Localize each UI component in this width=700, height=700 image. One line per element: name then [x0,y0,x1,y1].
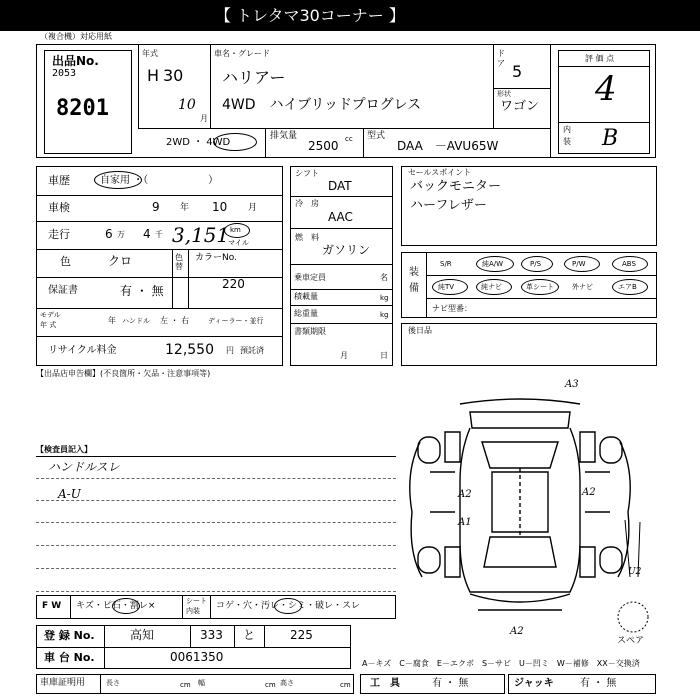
mark-a3: A3 [565,379,579,390]
color-label: 色 [60,255,71,268]
recycle-label: リサイクル料金 [48,345,117,356]
mileage-sen-unit: 千 [155,230,163,239]
color-code-label: カラーNo. [195,253,237,263]
lot-stamp: 2053 [52,68,77,79]
registration-place: 高知 [130,628,155,642]
jack-value: 有 ・ 無 [580,678,617,689]
spare-label: スペア [617,636,645,646]
tools-label: 工 具 [370,678,400,689]
mileage-handwritten: 3,151 [172,223,230,247]
car-grade: 4WD ハイブリッドプログレス [222,97,422,113]
inspector-note1: ハンドルスレ [48,460,120,474]
chassis-label: 車 台 No. [44,651,95,664]
weight-unit: kg [380,311,389,319]
mark-a2-left: A2 [458,489,472,500]
shape-label: 形状 [497,90,511,98]
registration-number: 225 [290,628,313,642]
model-year-unit: 年 [108,316,116,325]
mileage-mile: マイル [228,239,249,247]
tools-value: 有 ・ 無 [432,678,469,689]
inspection-month: 10 [212,200,228,214]
door-label2: ア [497,59,505,68]
mileage-label: 走行 [48,228,70,241]
equipment-label2: 備 [409,283,419,294]
year-label: 年式 [142,49,158,58]
mileage-man: 6 [105,227,113,241]
model-year-label2: 年 式 [40,321,57,329]
equip-pw: P/W [572,260,586,268]
ac-label: 冷 房 [295,199,319,208]
docs-label: 書類期限 [294,327,326,336]
year-month: 10 [178,97,196,113]
history-private-circle [94,171,142,189]
handle-label: ハンドル [122,317,150,325]
warranty-label: 保証書 [48,285,78,296]
form-note: （複合機）対応用紙 [40,32,112,41]
jack-label: ジャッキ [514,678,554,689]
fw-label: F W [42,601,62,611]
load-label: 積載量 [294,292,318,301]
cert-height-unit: cm [340,681,351,689]
damage-legend: A－キズ C－腐食 E－エクボ S－サビ U－凹ミ W－補修 XX－交換済 [362,659,640,668]
fuel-label: 燃 料 [295,233,319,242]
shipping-label: 後日品 [408,326,432,335]
equip-tv: 純TV [438,283,455,291]
shape-value: ワゴン [500,99,540,114]
equip-ext-navi: 外ナビ [572,283,593,291]
equip-leather: 革シート [526,283,554,291]
capacity-unit: 名 [380,273,388,282]
car-name: ハリアー [222,68,286,87]
cert-label: 車庫証明用 [40,678,86,688]
shipping-box [401,323,657,366]
displacement-label: 排気量 [270,131,298,141]
registration-class: 333 [200,628,223,642]
seller-notes-label: 【出品店申告欄】(不良箇所・欠品・注意事項等) [36,369,211,378]
cert-long-unit: cm [180,681,191,689]
color-value: クロ [108,254,133,268]
docs-day-unit: 日 [380,351,388,360]
score-label: 評 価 点 [585,54,615,63]
shift-label: シフト [295,169,319,178]
mark-a2-bottom: A2 [510,626,524,637]
cert-width: 幅 [198,679,205,687]
selling-line2: ハーフレザー [410,198,487,213]
inspection-month-unit: 月 [248,203,258,213]
capacity-label: 乗車定員 [294,273,326,282]
history-value: 自家用 ・（ ） [100,175,219,186]
fw-interior: 内装 [186,607,200,615]
chassis-value: 0061350 [170,650,224,664]
model-label: 型式 [367,131,386,141]
warranty-value: 有 ・ 無 [120,284,164,298]
equip-airbag: エアB [618,283,637,291]
cert-height: 高さ [280,679,294,687]
registration-label: 登 録 No. [44,629,95,642]
equip-ps: P/S [530,260,542,268]
handle-opts: 左 ・ 右 [160,316,190,325]
load-unit: kg [380,294,389,302]
score-value: 4 [595,69,617,109]
model-year-label1: モデル [40,311,61,319]
cert-long: 長さ [106,679,120,687]
equipment-label1: 装 [409,267,419,278]
drive-options: 2WD ・ 4WD [166,137,231,148]
interior-label2: 装 [563,137,571,146]
door-label1: ド [497,49,505,58]
navi-model-label: ナビ型番： [432,304,472,313]
ac-value: AAC [328,210,353,224]
lot-number: 8201 [56,96,109,121]
displacement-value: 2500 [308,139,339,153]
inspection-year-unit: 年 [180,203,190,213]
drive-4wd-circle [213,133,257,151]
cert-width-unit: cm [265,681,276,689]
mileage-sen: 4 [143,227,151,241]
equip-abs: ABS [622,260,636,268]
fw-items3: コゲ・穴・汚レ・シミ・破レ・スレ [216,601,361,611]
equip-navi: 純ナビ [481,283,502,291]
shift-value: DAT [328,179,352,193]
recycle-note: 預託済 [240,346,264,355]
history-label: 車歴 [48,174,70,187]
year-era: H [147,66,160,85]
lot-label: 出品No. [52,54,99,68]
inspector-label: 【検査員記入】 [36,445,92,454]
mileage-km: km [230,226,241,234]
mark-a1: A1 [458,517,472,528]
recycle-unit: 円 [226,346,234,355]
registration-kana: と [243,628,256,642]
weight-label: 総重量 [294,309,318,318]
door-value: 5 [512,62,523,81]
equip-sr: S/R [440,260,452,268]
interior-value: B [602,126,619,151]
car-label: 車名・グレード [214,49,270,58]
equip-aw: 純A/W [482,260,504,268]
docs-month-unit: 月 [340,351,348,360]
year-month-unit: 月 [200,114,208,123]
year-value: 30 [163,66,184,85]
mileage-man-unit: 万 [117,230,125,239]
color-code: 220 [222,277,245,291]
dealer-label: ディーラー・並行 [208,317,264,325]
page-title: 【 トレタマ30コーナー 】 [215,6,405,25]
inspector-note2: A-U [58,487,81,501]
color-change-label: 色替 [175,253,183,271]
car-damage-diagram [400,372,670,642]
selling-line1: バックモニター [410,179,502,194]
inspection-label: 車検 [48,201,70,214]
interior-label1: 内 [563,125,571,134]
displacement-unit: cc [345,135,353,143]
spare-tire-icon [618,602,648,632]
selling-label: セールスポイント [408,168,472,177]
mark-u2: U2 [628,567,642,577]
model-value: DAA －AVU65W [397,139,499,153]
fuel-value: ガソリン [322,243,371,257]
mark-a2-right: A2 [582,487,596,498]
recycle-value: 12,550 [165,342,214,358]
inspection-year: 9 [152,200,160,214]
fw-seat: シート [186,597,207,605]
fw-items1: キズ・ピ石・割レ× [76,601,156,611]
